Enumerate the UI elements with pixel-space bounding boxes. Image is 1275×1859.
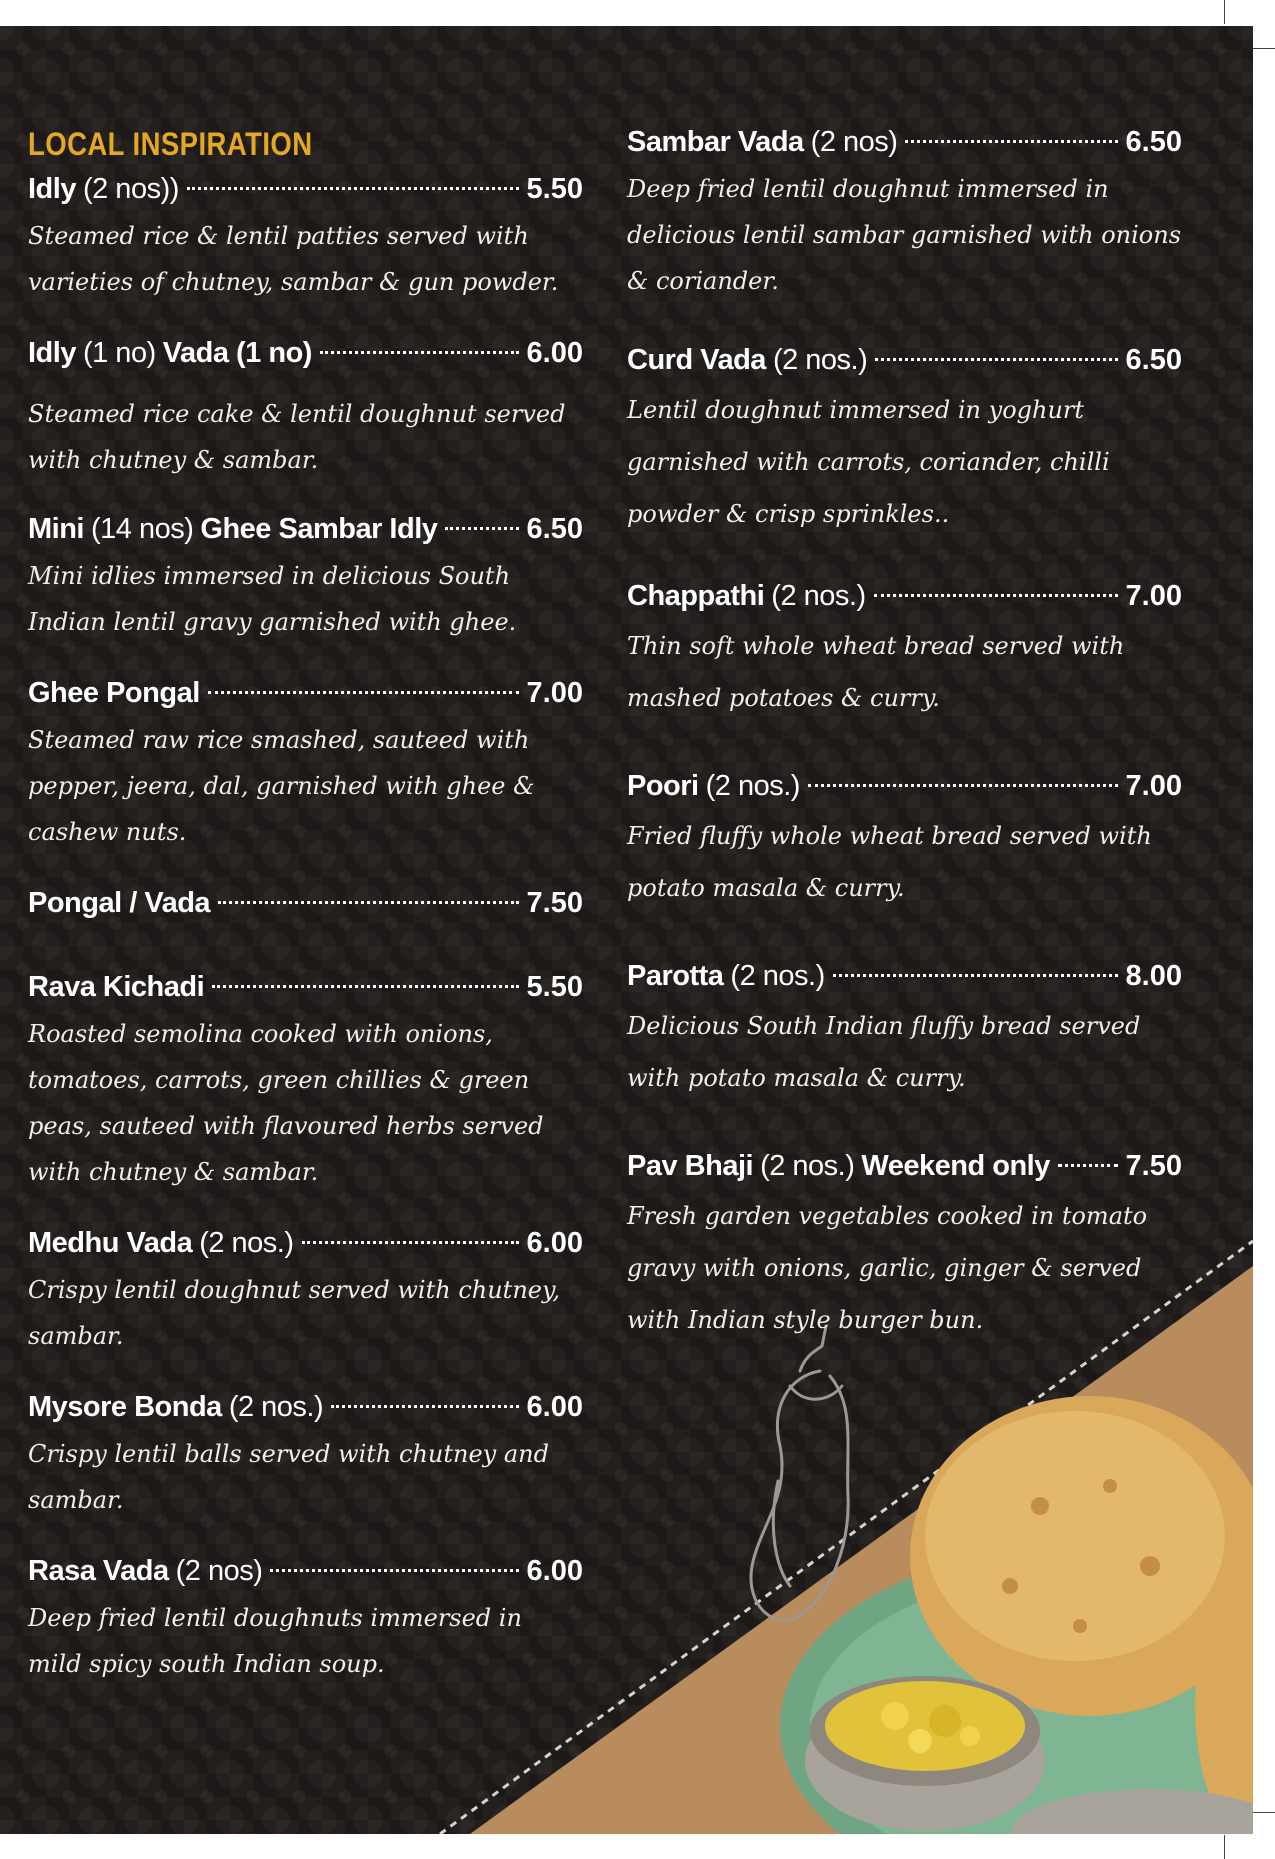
item-description: Deep fried lentil doughnut immersed in delicious lentil sambar garnished with onions & coriander. [627, 175, 1182, 295]
item-name: Curd Vada [627, 344, 766, 376]
item-description: Roasted semolina cooked with onions, tomatoes, carrots, green chillies & green peas, sauteed with flavoured herbs served with chutney & sambar. [28, 1020, 544, 1186]
item-price: 5.50 [526, 173, 583, 205]
item-qty: (2 nos) [810, 126, 898, 158]
item-description: Steamed rice & lentil patties served with varieties of chutney, sambar & gun powder. [28, 222, 559, 296]
menu-item [28, 507, 583, 645]
leader-dots [302, 1241, 519, 1244]
item-qty: (2 nos.) [760, 1150, 855, 1182]
crop-mark [1253, 1812, 1275, 1813]
menu-item [627, 120, 1182, 304]
leader-dots [1058, 1164, 1118, 1167]
item-qty: (2 nos.) [730, 960, 825, 992]
section-title: LOCAL INSPIRATION [28, 126, 313, 162]
crop-mark [1224, 1835, 1225, 1859]
item-qty: (2 nos.) [771, 580, 866, 612]
right-column [627, 96, 1182, 1372]
item-qty: (2 nos.) [228, 1391, 324, 1423]
item-description: Fresh garden vegetables cooked in tomato gravy with onions, garlic, ginger & served with Indian style burger bun. [627, 1202, 1148, 1334]
leader-dots [445, 527, 518, 530]
item-description: Fried fluffy whole wheat bread served with potato masala & curry. [627, 822, 1152, 902]
item-price: 7.50 [1125, 1150, 1182, 1182]
menu-item [28, 1385, 583, 1523]
leader-dots [875, 358, 1117, 361]
leader-dots [874, 594, 1118, 597]
item-name: Pav Bhaji [627, 1150, 754, 1182]
item-name: Ghee Pongal [28, 677, 200, 709]
leader-dots [212, 985, 518, 988]
item-description: Crispy lentil doughnut served with chutney, sambar. [28, 1276, 560, 1350]
item-qty: (14 nos) [91, 513, 194, 545]
item-qty: (2 nos.) [199, 1227, 294, 1259]
left-column [28, 96, 583, 1713]
item-name: Chappathi [627, 580, 765, 612]
item-price: 6.00 [526, 1391, 583, 1423]
item-extra: Ghee Sambar Idly [200, 513, 438, 545]
leader-dots [808, 784, 1118, 787]
menu-item [28, 167, 583, 305]
item-price: 7.00 [526, 677, 583, 709]
item-qty: (1 no) [82, 337, 156, 369]
item-price: 5.50 [526, 971, 583, 1003]
item-name: Pongal / Vada [28, 887, 211, 919]
item-price: 6.50 [1125, 344, 1182, 376]
leader-dots [905, 140, 1117, 143]
item-description: Delicious South Indian fluffy bread served with potato masala & curry. [627, 1012, 1141, 1092]
menu-item [627, 764, 1182, 914]
item-price: 6.00 [526, 337, 583, 369]
item-price: 6.00 [526, 1227, 583, 1259]
item-description: Lentil doughnut immersed in yoghurt garnished with carrots, coriander, chilli powder & crisp sprinkles.. [627, 396, 1110, 528]
item-price: 8.00 [1125, 960, 1182, 992]
item-name: Mysore Bonda [28, 1391, 222, 1423]
item-name: Parotta [627, 960, 724, 992]
item-name: Poori [627, 770, 699, 802]
menu-item [28, 1549, 583, 1687]
menu-item [28, 881, 583, 925]
menu-item [28, 331, 583, 483]
leader-dots [187, 187, 519, 190]
item-price: 7.00 [1125, 770, 1182, 802]
item-name: Medhu Vada [28, 1227, 193, 1259]
item-name: Sambar Vada [627, 126, 804, 158]
item-price: 6.50 [1125, 126, 1182, 158]
menu-page [0, 26, 1253, 1834]
item-name: Mini [28, 513, 84, 545]
leader-dots [218, 901, 518, 904]
item-description: Mini idlies immersed in delicious South Indian lentil gravy garnished with ghee. [28, 562, 517, 636]
potato-masala [825, 1681, 1025, 1771]
menu-item [28, 965, 583, 1195]
menu-item [627, 574, 1182, 724]
item-description: Steamed raw rice smashed, sauteed with pepper, jeera, dal, garnished with ghee & cashew nuts. [28, 726, 535, 846]
item-price: 7.50 [526, 887, 583, 919]
item-qty: (2 nos.) [772, 344, 868, 376]
item-name: Idly [28, 173, 76, 205]
item-qty: (2 nos.) [705, 770, 800, 802]
menu-item [28, 671, 583, 855]
crop-mark [1253, 48, 1275, 49]
item-description: Thin soft whole wheat bread served with mashed potatoes & curry. [627, 632, 1125, 712]
leader-dots [331, 1405, 518, 1408]
item-name: Rasa Vada [28, 1555, 169, 1587]
leader-dots [270, 1569, 518, 1572]
item-price: 7.00 [1125, 580, 1182, 612]
item-description: Crispy lentil balls served with chutney and sambar. [28, 1440, 549, 1514]
item-qty: (2 nos) [175, 1555, 263, 1587]
leader-dots [320, 351, 519, 354]
item-description: Steamed rice cake & lentil doughnut served with chutney & sambar. [28, 400, 566, 474]
menu-item [627, 338, 1182, 540]
item-price: 6.50 [526, 513, 583, 545]
menu-item [627, 1144, 1182, 1346]
leader-dots [833, 974, 1118, 977]
item-name: Rava Kichadi [28, 971, 205, 1003]
item-extra: Vada (1 no) [162, 337, 312, 369]
menu-item [28, 1221, 583, 1359]
crop-mark [1224, 0, 1225, 24]
item-extra: Weekend only [861, 1150, 1050, 1182]
menu-item [627, 954, 1182, 1104]
item-price: 6.00 [526, 1555, 583, 1587]
item-qty: (2 nos)) [82, 173, 179, 205]
leader-dots [208, 691, 519, 694]
item-description: Deep fried lentil doughnuts immersed in mild spicy south Indian soup. [28, 1604, 522, 1678]
item-name: Idly [28, 337, 76, 369]
